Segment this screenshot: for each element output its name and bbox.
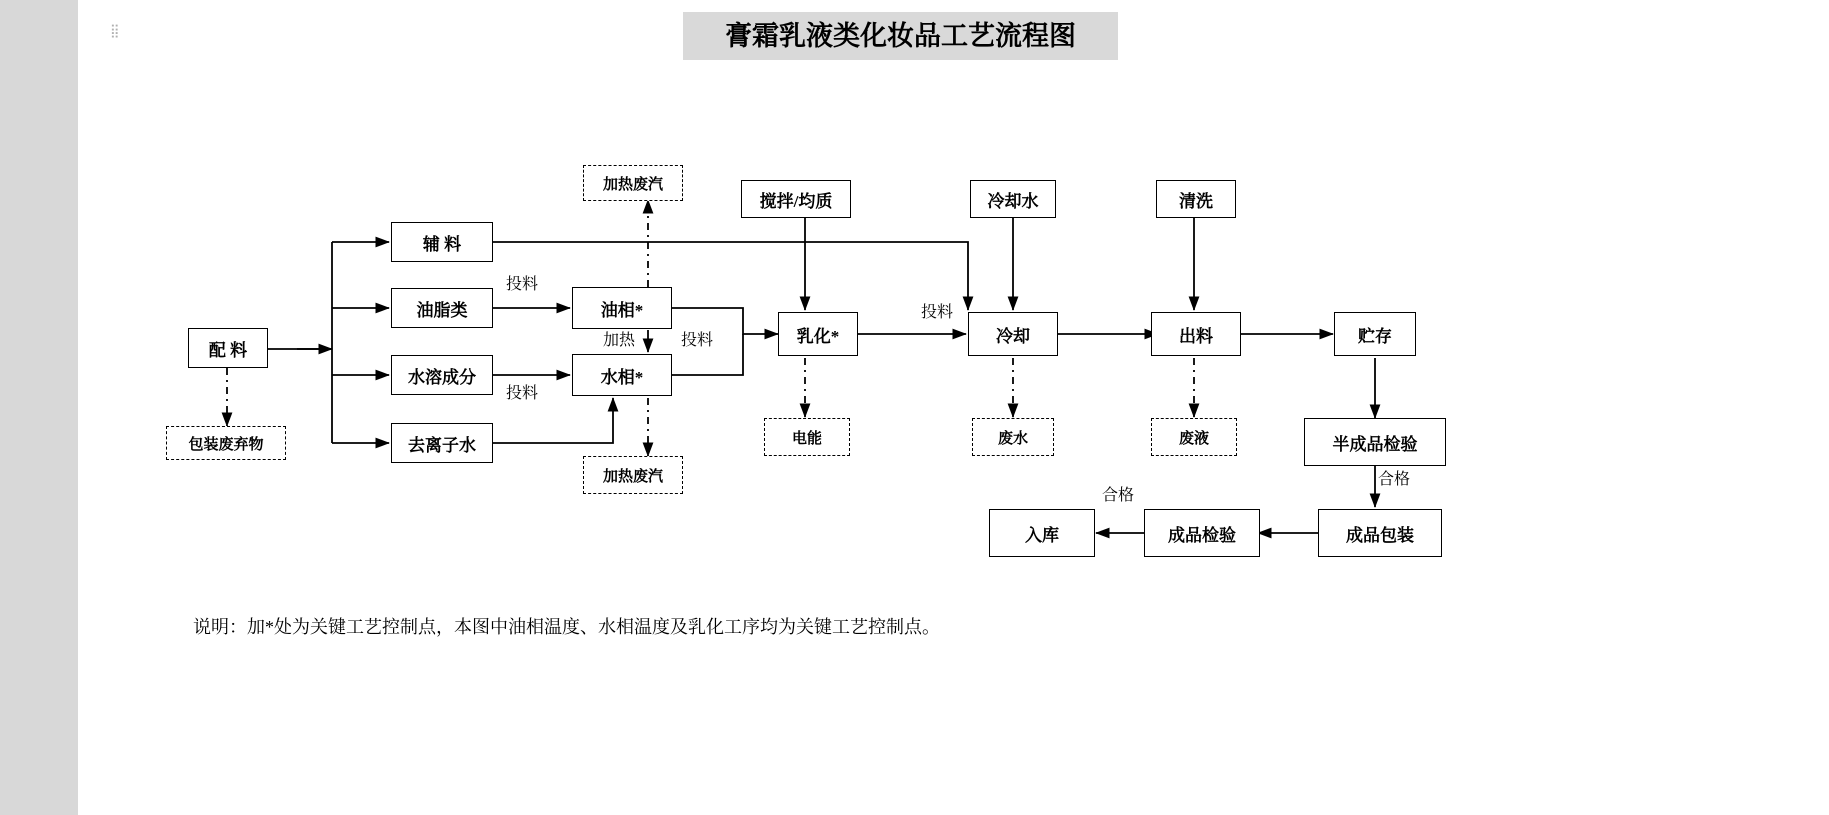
node-chengpin-jianyan: 成品检验 xyxy=(1144,509,1260,557)
node-shuixiang: 水相* xyxy=(572,354,672,396)
node-youxiang: 油相* xyxy=(572,287,672,329)
node-jiare-feiqi-top: 加热废汽 xyxy=(583,165,683,201)
page-title: 膏霜乳液类化妆品工艺流程图 xyxy=(683,12,1118,60)
edge-label-touliao-4: 投料 xyxy=(921,304,954,321)
node-ruhua: 乳化* xyxy=(778,312,858,356)
node-bancheng-jianyan: 半成品检验 xyxy=(1304,418,1446,466)
node-jiaoban-junzhi: 搅拌/均质 xyxy=(741,180,851,218)
edge-label-jiare: 加热 xyxy=(603,332,636,349)
node-lengqueshui: 冷却水 xyxy=(970,180,1056,218)
node-diangneng: 电能 xyxy=(764,418,850,456)
flowchart-canvas xyxy=(78,0,1829,815)
edge-label-touliao-3: 投料 xyxy=(681,332,714,349)
node-qingxi: 清洗 xyxy=(1156,180,1236,218)
drag-handle-icon[interactable]: ⣿ xyxy=(110,23,122,38)
diagram-note: 说明：加*处为关键工艺控制点，本图中油相温度、水相温度及乳化工序均为关键工艺控制点。 xyxy=(193,617,940,637)
node-zhucun: 贮存 xyxy=(1334,312,1416,356)
node-jiare-feiqi-bottom: 加热废汽 xyxy=(583,456,683,494)
edge-label-hege-1: 合格 xyxy=(1378,471,1411,488)
node-baozhuang-feiqiwu: 包装废弃物 xyxy=(166,426,286,460)
node-chengpin-baozhuang: 成品包装 xyxy=(1318,509,1442,557)
edge-label-hege-2: 合格 xyxy=(1102,487,1135,504)
node-shuirong-chengfen: 水溶成分 xyxy=(391,355,493,395)
node-youzhilei: 油脂类 xyxy=(391,288,493,328)
node-lengque: 冷却 xyxy=(968,312,1058,356)
node-qulizishui: 去离子水 xyxy=(391,423,493,463)
node-peiliao: 配 料 xyxy=(188,328,268,368)
node-feishui: 废水 xyxy=(972,418,1054,456)
node-ruku: 入库 xyxy=(989,509,1095,557)
node-chuliao: 出料 xyxy=(1151,312,1241,356)
document-page xyxy=(78,0,1829,815)
edge-label-touliao-1: 投料 xyxy=(506,276,539,293)
node-fuliao: 辅 料 xyxy=(391,222,493,262)
flowchart-connectors xyxy=(78,0,1829,815)
node-feiye: 废液 xyxy=(1151,418,1237,456)
edge-label-touliao-2: 投料 xyxy=(506,385,539,402)
